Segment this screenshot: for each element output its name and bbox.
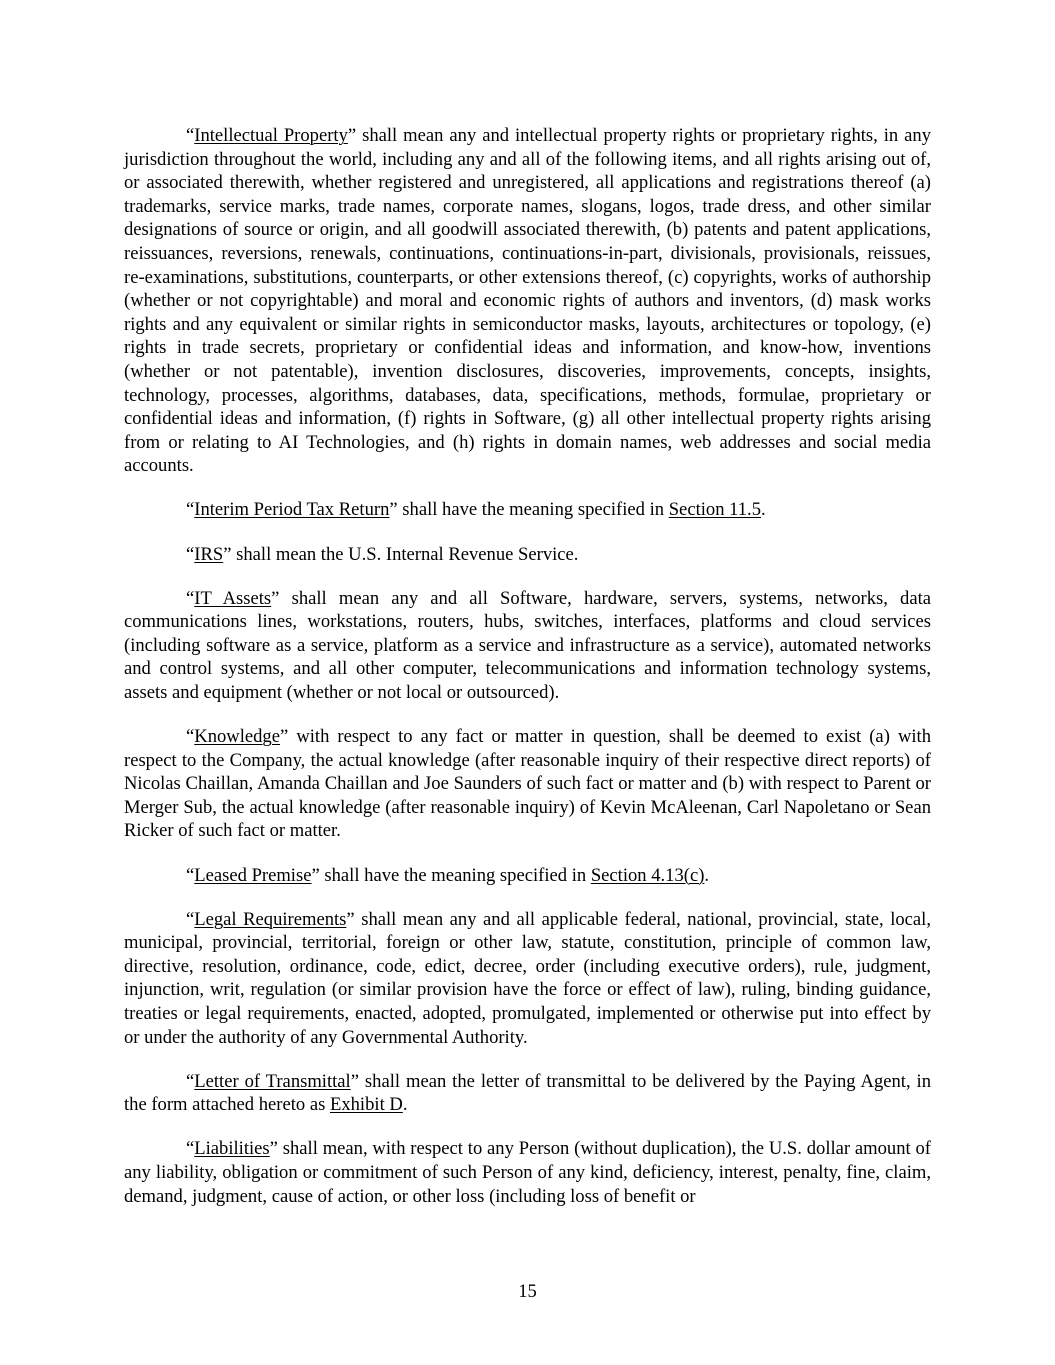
defined-term: Interim Period Tax Return [194, 499, 390, 521]
definition-tail: . [402, 1094, 408, 1116]
defined-term: Knowledge [194, 726, 280, 748]
document-page [124, 124, 931, 1229]
definition-irs: “IRS” shall mean the U.S. Internal Revenue Service. [186, 543, 579, 565]
page-number: 15 [518, 1281, 537, 1302]
definition-text: with respect to any fact or matter in question, shall be deemed to exist (a) with respect to the Company, the actual knowledge (after reasonable inquiry of their respective direct reports) of Nicolas Chaillan, Amanda Chaillan and Joe Saunders of such fact or matter and (b) with respect to Parent or Merger Sub, the actual knowledge (after reasonable inquiry) of Kevin McAleenan, Carl Napoletano or Sean Ricker of such fact or matter. [124, 726, 931, 842]
definition-text: shall mean any and intellectual property rights or proprietary rights, in any jurisdiction throughout the world, including any and all of the following items, and all rights arising out of, or associated therewith, whether registered and unregistered, all applications and registrations thereof (a) trademarks, service marks, trade names, corporate names, slogans, logos, trade dress, and other similar designations of source or origin, and all goodwill associated therewith, (b) patents and patent applications, reissuances, reversions, renewals, continuations, continuations-in-part, divisionals, provisionals, reissues, re-examinations, substitutions, counterparts, or other extensions thereof, (c) copyrights, works of authorship (whether or not copyrightable) and moral and economic rights of authors and inventors, (d) mask works rights and any equivalent or similar rights in semiconductor masks, layouts, architectures or topology, (e) rights in trade secrets, proprietary or confidential ideas and information, and know-how, inventions (whether or not patentable), invention disclosures, discoveries, improvements, concepts, insights, technology, processes, algorithms, databases, data, specifications, methods, formulae, proprietary or confidential ideas and information, (f) rights in Software, (g) all other intellectual property rights arising from or relating to AI Technologies, and (h) rights in domain names, web addresses and social media accounts. [124, 125, 932, 477]
definition-legal-requirements: “Legal Requirements” shall mean any and all applicable federal, national, provincial, state, local, municipal, provincial, territorial, foreign or other law, statute, constitution, principle of common law, directive, resolution, ordinance, code, edict, decree, order (including executive orders), rule, judgment, injunction, writ, regulation (or similar provision have the force or effect of law), ruling, binding guidance, treaties or legal requirements, enacted, adopted, promulgated, implemented or otherwise put into effect by or under the authority of any Governmental Authority. [124, 908, 931, 1048]
definition-knowledge: “Knowledge” with respect to any fact or matter in question, shall be deemed to exist (a) with respect to the Company, the actual knowledge (after reasonable inquiry of their respective direct reports) of Nicolas Chaillan, Amanda Chaillan and Joe Saunders of such fact or matter and (b) with respect to Parent or Merger Sub, the actual knowledge (after reasonable inquiry) of Kevin McAleenan, Carl Napoletano or Sean Ricker of such fact or matter. [124, 726, 931, 842]
definition-leased-premise: “Leased Premise” shall have the meaning specified in Section 4.13(c). [186, 864, 710, 886]
definition-letter-of-transmittal: “Letter of Transmittal” shall mean the letter of transmittal to be delivered by the Paying Agent, in the form attached hereto as Exhibit D. [124, 1070, 931, 1116]
definition-text: shall mean, with respect to any Person (without duplication), the U.S. dollar amount of any liability, obligation or commitment of such Person of any kind, deficiency, interest, penalty, fine, claim, demand, judgment, cause of action, or other loss (including loss of benefit or [124, 1138, 931, 1207]
defined-term: IRS [194, 543, 224, 565]
defined-term: IT Assets [194, 587, 272, 609]
definition-text: shall mean any and all applicable federal, national, provincial, state, local, municipal, provincial, territorial, foreign or other law, statute, constitution, principle of common law, directive, resolution, ordinance, code, edict, decree, order (including executive orders), rule, judgment, injunction, writ, regulation (or similar provision have the force or effect of law), ruling, binding guidance, treaties or legal requirements, enacted, adopted, promulgated, implemented or otherwise put into effect by or under the authority of any Governmental Authority. [124, 908, 931, 1048]
definition-text: shall mean the letter of transmittal to be delivered by the Paying Agent, in the form attached hereto as [124, 1070, 931, 1116]
defined-term: Leased Premise [194, 864, 312, 886]
definition-liabilities: “Liabilities” shall mean, with respect to any Person (without duplication), the U.S. dollar amount of any liability, obligation or commitment of such Person of any kind, deficiency, interest, penalty, fine, claim, demand, judgment, cause of action, or other loss (including loss of benefit or [124, 1138, 931, 1207]
definition-it-assets: “IT Assets” shall mean any and all Software, hardware, servers, systems, networks, data communications lines, workstations, routers, hubs, switches, interfaces, platforms and cloud services (including software as a service, platform as a service and infrastructure as a service), automated networks and control systems, and all other computer, telecommunications and information technology systems, assets and equipment (whether or not local or outsourced). [124, 587, 932, 703]
definition-text: shall have the meaning specified in [319, 864, 591, 886]
definition-tail: . [761, 499, 766, 521]
definition-text: shall mean any and all Software, hardware, servers, systems, networks, data communications lines, workstations, routers, hubs, switches, interfaces, platforms and cloud services (including software as a service, platform as a service and infrastructure as a service), automated networks and control systems, and all other computer, telecommunications and information technology systems, assets and equipment (whether or not local or outsourced). [124, 587, 932, 703]
exhibit-reference: Exhibit D [329, 1094, 403, 1116]
defined-term: Liabilities [194, 1138, 270, 1160]
definition-intellectual-property: “Intellectual Property” shall mean any and intellectual property rights or proprietary rights, in any jurisdiction throughout the world, including any and all of the following items, and all rights arising out of, or associated therewith, whether registered and unregistered, all applications and registrations thereof (a) trademarks, service marks, trade names, corporate names, slogans, logos, trade dress, and other similar designations of source or origin, and all goodwill associated therewith, (b) patents and patent applications, reissuances, reversions, renewals, continuations, continuations-in-part, divisionals, provisionals, reissues, re-examinations, substitutions, counterparts, or other extensions thereof, (c) copyrights, works of authorship (whether or not copyrightable) and moral and economic rights of authors and inventors, (d) mask works rights and any equivalent or similar rights in semiconductor masks, layouts, architectures or topology, (e) rights in trade secrets, proprietary or confidential ideas and information, and know-how, inventions (whether or not patentable), invention disclosures, discoveries, improvements, concepts, insights, technology, processes, algorithms, databases, data, specifications, methods, formulae, proprietary or confidential ideas and information, (f) rights in Software, (g) all other intellectual property rights arising from or relating to AI Technologies, and (h) rights in domain names, web addresses and social media accounts. [124, 125, 932, 477]
definition-tail: . [704, 864, 710, 886]
definition-text: shall mean the U.S. Internal Revenue Service. [231, 543, 579, 565]
section-reference: Section 4.13(c) [590, 864, 705, 886]
definition-interim-period-tax-return: “Interim Period Tax Return” shall have the meaning specified in Section 11.5. [186, 499, 766, 521]
defined-term: Letter of Transmittal [194, 1070, 351, 1092]
defined-term: Intellectual Property [194, 125, 348, 146]
section-reference: Section 11.5 [668, 499, 761, 521]
definition-text: shall have the meaning specified in [397, 499, 669, 521]
defined-term: Legal Requirements [194, 908, 347, 930]
